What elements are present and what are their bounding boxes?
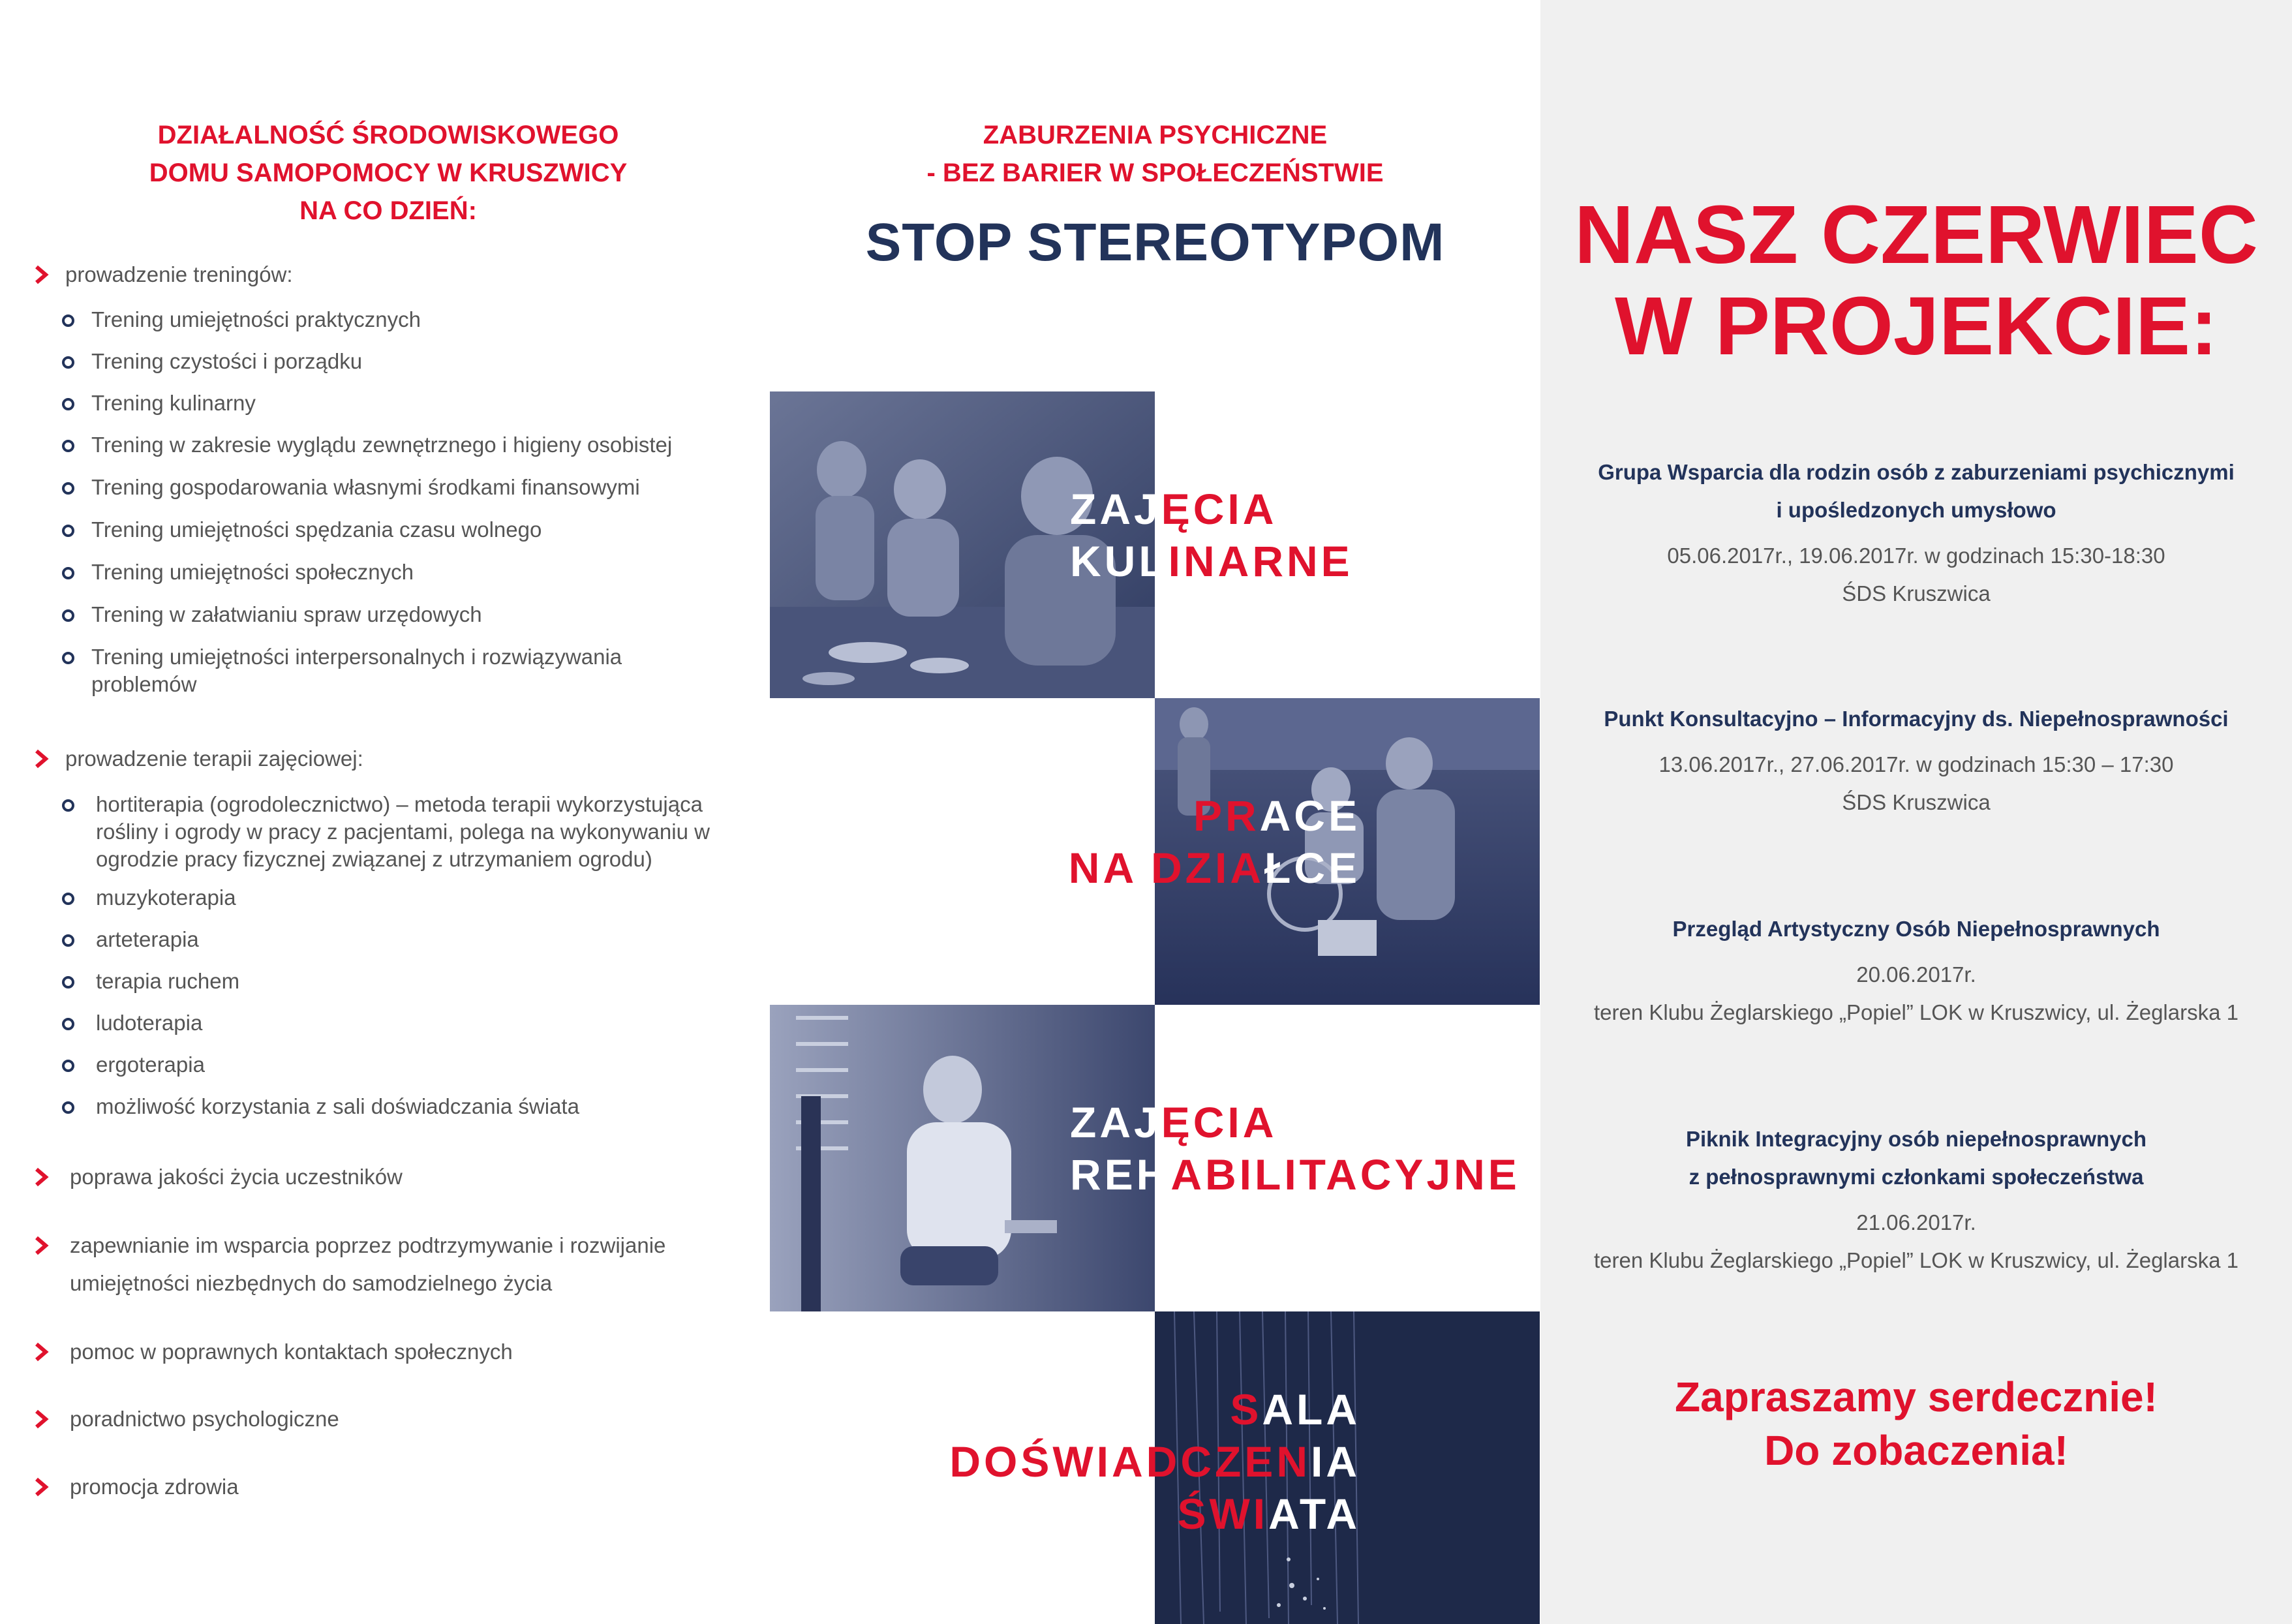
event-place: teren Klubu Żeglarskiego „Popiel” LOK w Kruszwicy, ul. Żeglarska 1 — [1594, 1248, 2239, 1272]
event-consultation-point — [1540, 700, 2292, 821]
cooking-label: ZAJĘCIA KULINARNE — [1070, 485, 1353, 585]
event-title: Przegląd Artystyczny Osób Niepełnosprawnych — [1672, 917, 2160, 941]
circle-bullet-icon — [62, 440, 74, 452]
training-item: Trening kulinarny — [62, 390, 741, 417]
event-integration-picnic — [1540, 1120, 2292, 1279]
circle-bullet-icon — [62, 1060, 74, 1072]
goal-bullet: zapewnianie im wsparcia poprzez podtrzymywanie i rozwijanie umiejętności niezbędnych do samodzielnego życia — [34, 1227, 712, 1302]
therapy-item: terapia ruchem — [62, 968, 741, 995]
event-place: ŚDS Kruszwica — [1842, 581, 1991, 605]
event-date: 13.06.2017r., 27.06.2017r. w godzinach 15:30 – 17:30 — [1658, 752, 2174, 776]
training-item: Trening w załatwianiu spraw urzędowych — [62, 601, 741, 628]
event-art-review — [1540, 910, 2292, 1032]
circle-bullet-icon — [62, 934, 74, 947]
therapy-item: ergoterapia — [62, 1051, 741, 1079]
training-item: Trening umiejętności społecznych — [62, 559, 741, 586]
goal-bullet: poprawa jakości życia uczestników — [34, 1158, 739, 1196]
event-title: Grupa Wsparcia dla rodzin osób z zaburzeniami psychicznymi i upośledzonych umysłowo — [1598, 460, 2235, 522]
middle-subheading: ZABURZENIA PSYCHICZNE - BEZ BARIER W SPOŁECZEŃSTWIE — [926, 121, 1384, 187]
circle-bullet-icon — [62, 893, 74, 905]
chevron-right-icon — [34, 1409, 51, 1429]
sensory-room-label: SALA DOŚWIADCZENIA ŚWIATA — [949, 1385, 1360, 1538]
chevron-right-icon — [34, 1167, 51, 1187]
event-place: ŚDS Kruszwica — [1842, 790, 1991, 814]
circle-bullet-icon — [62, 976, 74, 988]
training-item: Trening czystości i porządku — [62, 348, 741, 375]
therapy-item: arteterapia — [62, 926, 741, 953]
trainings-bullet: prowadzenie treningów: — [34, 256, 739, 294]
event-title: Punkt Konsultacyjno – Informacyjny ds. Niepełnosprawności — [1604, 707, 2229, 731]
circle-bullet-icon — [62, 525, 74, 537]
chevron-right-icon — [34, 265, 51, 284]
circle-bullet-icon — [62, 482, 74, 495]
circle-bullet-icon — [62, 398, 74, 410]
event-date: 05.06.2017r., 19.06.2017r. w godzinach 15:30-18:30 — [1667, 544, 2165, 568]
goal-bullet: pomoc w poprawnych kontaktach społecznych — [34, 1333, 739, 1371]
chevron-right-icon — [34, 1477, 51, 1497]
therapy-item: ludoterapia — [62, 1009, 741, 1037]
rehab-label: ZAJĘCIA REHABILITACYJNE — [1070, 1098, 1520, 1199]
circle-bullet-icon — [62, 356, 74, 369]
chevron-right-icon — [34, 749, 51, 769]
therapy-bullet: prowadzenie terapii zajęciowej: — [34, 740, 739, 778]
training-item: Trening gospodarowania własnymi środkami finansowymi — [62, 474, 741, 501]
june-project-title: NASZ CZERWIEC W PROJEKCIE: — [1574, 189, 2258, 372]
circle-bullet-icon — [62, 567, 74, 579]
training-item: Trening umiejętności interpersonalnych i rozwiązywania problemów — [62, 643, 714, 698]
circle-bullet-icon — [62, 314, 74, 327]
left-column — [0, 0, 770, 1624]
circle-bullet-icon — [62, 799, 74, 812]
training-item: Trening umiejętności spędzania czasu wolnego — [62, 516, 741, 544]
goal-bullet: promocja zdrowia — [34, 1468, 739, 1506]
event-place: teren Klubu Żeglarskiego „Popiel” LOK w Kruszwicy, ul. Żeglarska 1 — [1594, 1000, 2239, 1024]
middle-column — [770, 0, 1540, 1624]
garden-label: PRACE NA DZIAŁCE — [1068, 791, 1360, 892]
right-column — [1540, 0, 2292, 1624]
circle-bullet-icon — [62, 652, 74, 664]
event-title: Piknik Integracyjny osób niepełnosprawnych z pełnosprawnymi członkami społeczeństwa — [1685, 1127, 2147, 1189]
event-date: 21.06.2017r. — [1856, 1210, 1976, 1234]
training-item: Trening w zakresie wyglądu zewnętrznego i higieny osobistej — [62, 431, 741, 459]
therapy-item: muzykoterapia — [62, 884, 741, 912]
therapy-item: możliwość korzystania z sali doświadczania świata — [62, 1093, 741, 1120]
goal-bullet: poradnictwo psychologiczne — [34, 1400, 739, 1438]
circle-bullet-icon — [62, 609, 74, 622]
circle-bullet-icon — [62, 1018, 74, 1030]
therapy-item: hortiterapia (ogrodolecznictwo) – metoda terapii wykorzystująca rośliny i ogrody w pracy z pacjentami, polega na wykonywaniu w ogrodzie pracy fizycznej związanej z utrzymaniem ogrodu) — [62, 791, 754, 873]
closing-invitation: Zapraszamy serdecznie! Do zobaczenia! — [1675, 1373, 2158, 1474]
activities-heading: DZIAŁALNOŚĆ ŚRODOWISKOWEGO DOMU SAMOPOMOCY W KRUSZWICY NA CO DZIEŃ: — [149, 121, 628, 225]
event-support-group — [1540, 453, 2292, 613]
stop-stereotypes-title: STOP STEREOTYPOM — [865, 213, 1445, 272]
chevron-right-icon — [34, 1342, 51, 1362]
event-date: 20.06.2017r. — [1856, 962, 1976, 987]
circle-bullet-icon — [62, 1101, 74, 1114]
chevron-right-icon — [34, 1236, 51, 1255]
training-item: Trening umiejętności praktycznych — [62, 306, 741, 333]
